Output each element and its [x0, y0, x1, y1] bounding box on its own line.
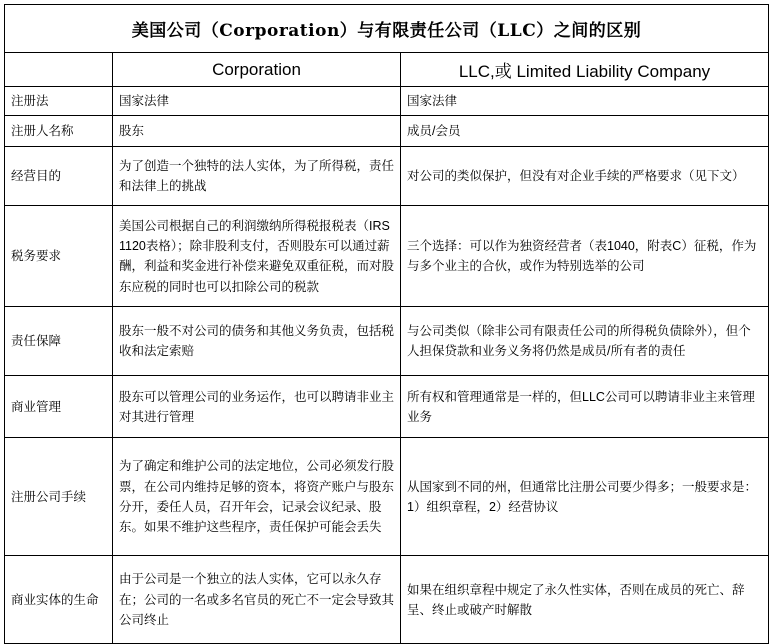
table-row [5, 87, 769, 116]
table-row [5, 307, 769, 376]
comparison-table [4, 4, 769, 644]
cell-corporation-entity-life: 由于公司是一个独立的法人实体，它可以永久存在；公司的一名或多名官员的死亡不一定会导致其公司终止 [113, 556, 401, 644]
row-label-liability-protection: 责任保障 [5, 307, 113, 376]
cell-llc-business-management: 所有权和管理通常是一样的，但LLC公司可以聘请非业主来管理业务 [401, 376, 769, 438]
row-label-business-management: 商业管理 [5, 376, 113, 438]
header-corner-cell [5, 53, 113, 87]
table-header-row [5, 53, 769, 87]
row-label-tax-requirements: 税务要求 [5, 206, 113, 307]
cell-llc-liability-protection: 与公司类似（除非公司有限责任公司的所得税负债除外），但个人担保贷款和业务义务将仍然是成员/所有者的责任 [401, 307, 769, 376]
cell-corporation-registration-law: 国家法律 [113, 87, 401, 116]
column-header-corporation: Corporation [113, 53, 401, 87]
cell-llc-tax-requirements: 三个选择：可以作为独资经营者（表1040，附表C）征税，作为与多个业主的合伙，或作为特别选举的公司 [401, 206, 769, 307]
table-row [5, 438, 769, 556]
cell-llc-registrant-name: 成员/会员 [401, 116, 769, 147]
row-label-entity-life: 商业实体的生命 [5, 556, 113, 644]
cell-corporation-business-purpose: 为了创造一个独特的法人实体，为了所得税，责任和法律上的挑战 [113, 147, 401, 206]
row-label-incorporation-formalities: 注册公司手续 [5, 438, 113, 556]
table-row [5, 556, 769, 644]
column-header-llc: LLC,或 Limited Liability Company [401, 53, 769, 87]
cell-llc-incorporation-formalities: 从国家到不同的州，但通常比注册公司要少得多；一般要求是：1）组织章程，2）经营协议 [401, 438, 769, 556]
table-row [5, 147, 769, 206]
table-row [5, 206, 769, 307]
cell-corporation-incorporation-formalities: 为了确定和维护公司的法定地位，公司必须发行股票，在公司内维持足够的资本，将资产账户与股东分开，委任人员，召开年会，记录会议纪录、股东。如果不维护这些程序，责任保护可能会丢失 [113, 438, 401, 556]
document-title: 美国公司（Corporation）与有限责任公司（LLC）之间的区别 [5, 5, 769, 53]
row-label-registrant-name: 注册人名称 [5, 116, 113, 147]
row-label-registration-law: 注册法 [5, 87, 113, 116]
cell-llc-business-purpose: 对公司的类似保护，但没有对企业手续的严格要求（见下文） [401, 147, 769, 206]
cell-llc-entity-life: 如果在组织章程中规定了永久性实体，否则在成员的死亡、辞呈、终止或破产时解散 [401, 556, 769, 644]
cell-corporation-business-management: 股东可以管理公司的业务运作，也可以聘请非业主对其进行管理 [113, 376, 401, 438]
table-row [5, 376, 769, 438]
row-label-business-purpose: 经营目的 [5, 147, 113, 206]
table-row [5, 116, 769, 147]
cell-corporation-registrant-name: 股东 [113, 116, 401, 147]
cell-llc-registration-law: 国家法律 [401, 87, 769, 116]
cell-corporation-liability-protection: 股东一般不对公司的债务和其他义务负责，包括税收和法定索赔 [113, 307, 401, 376]
table-title-row [5, 5, 769, 53]
cell-corporation-tax-requirements: 美国公司根据自己的利润缴纳所得税报税表（IRS 1120表格）；除非股利支付，否则股东可以通过薪酬，利益和奖金进行补偿来避免双重征税，而对股东应税的同时也可以扣除公司的税款 [113, 206, 401, 307]
